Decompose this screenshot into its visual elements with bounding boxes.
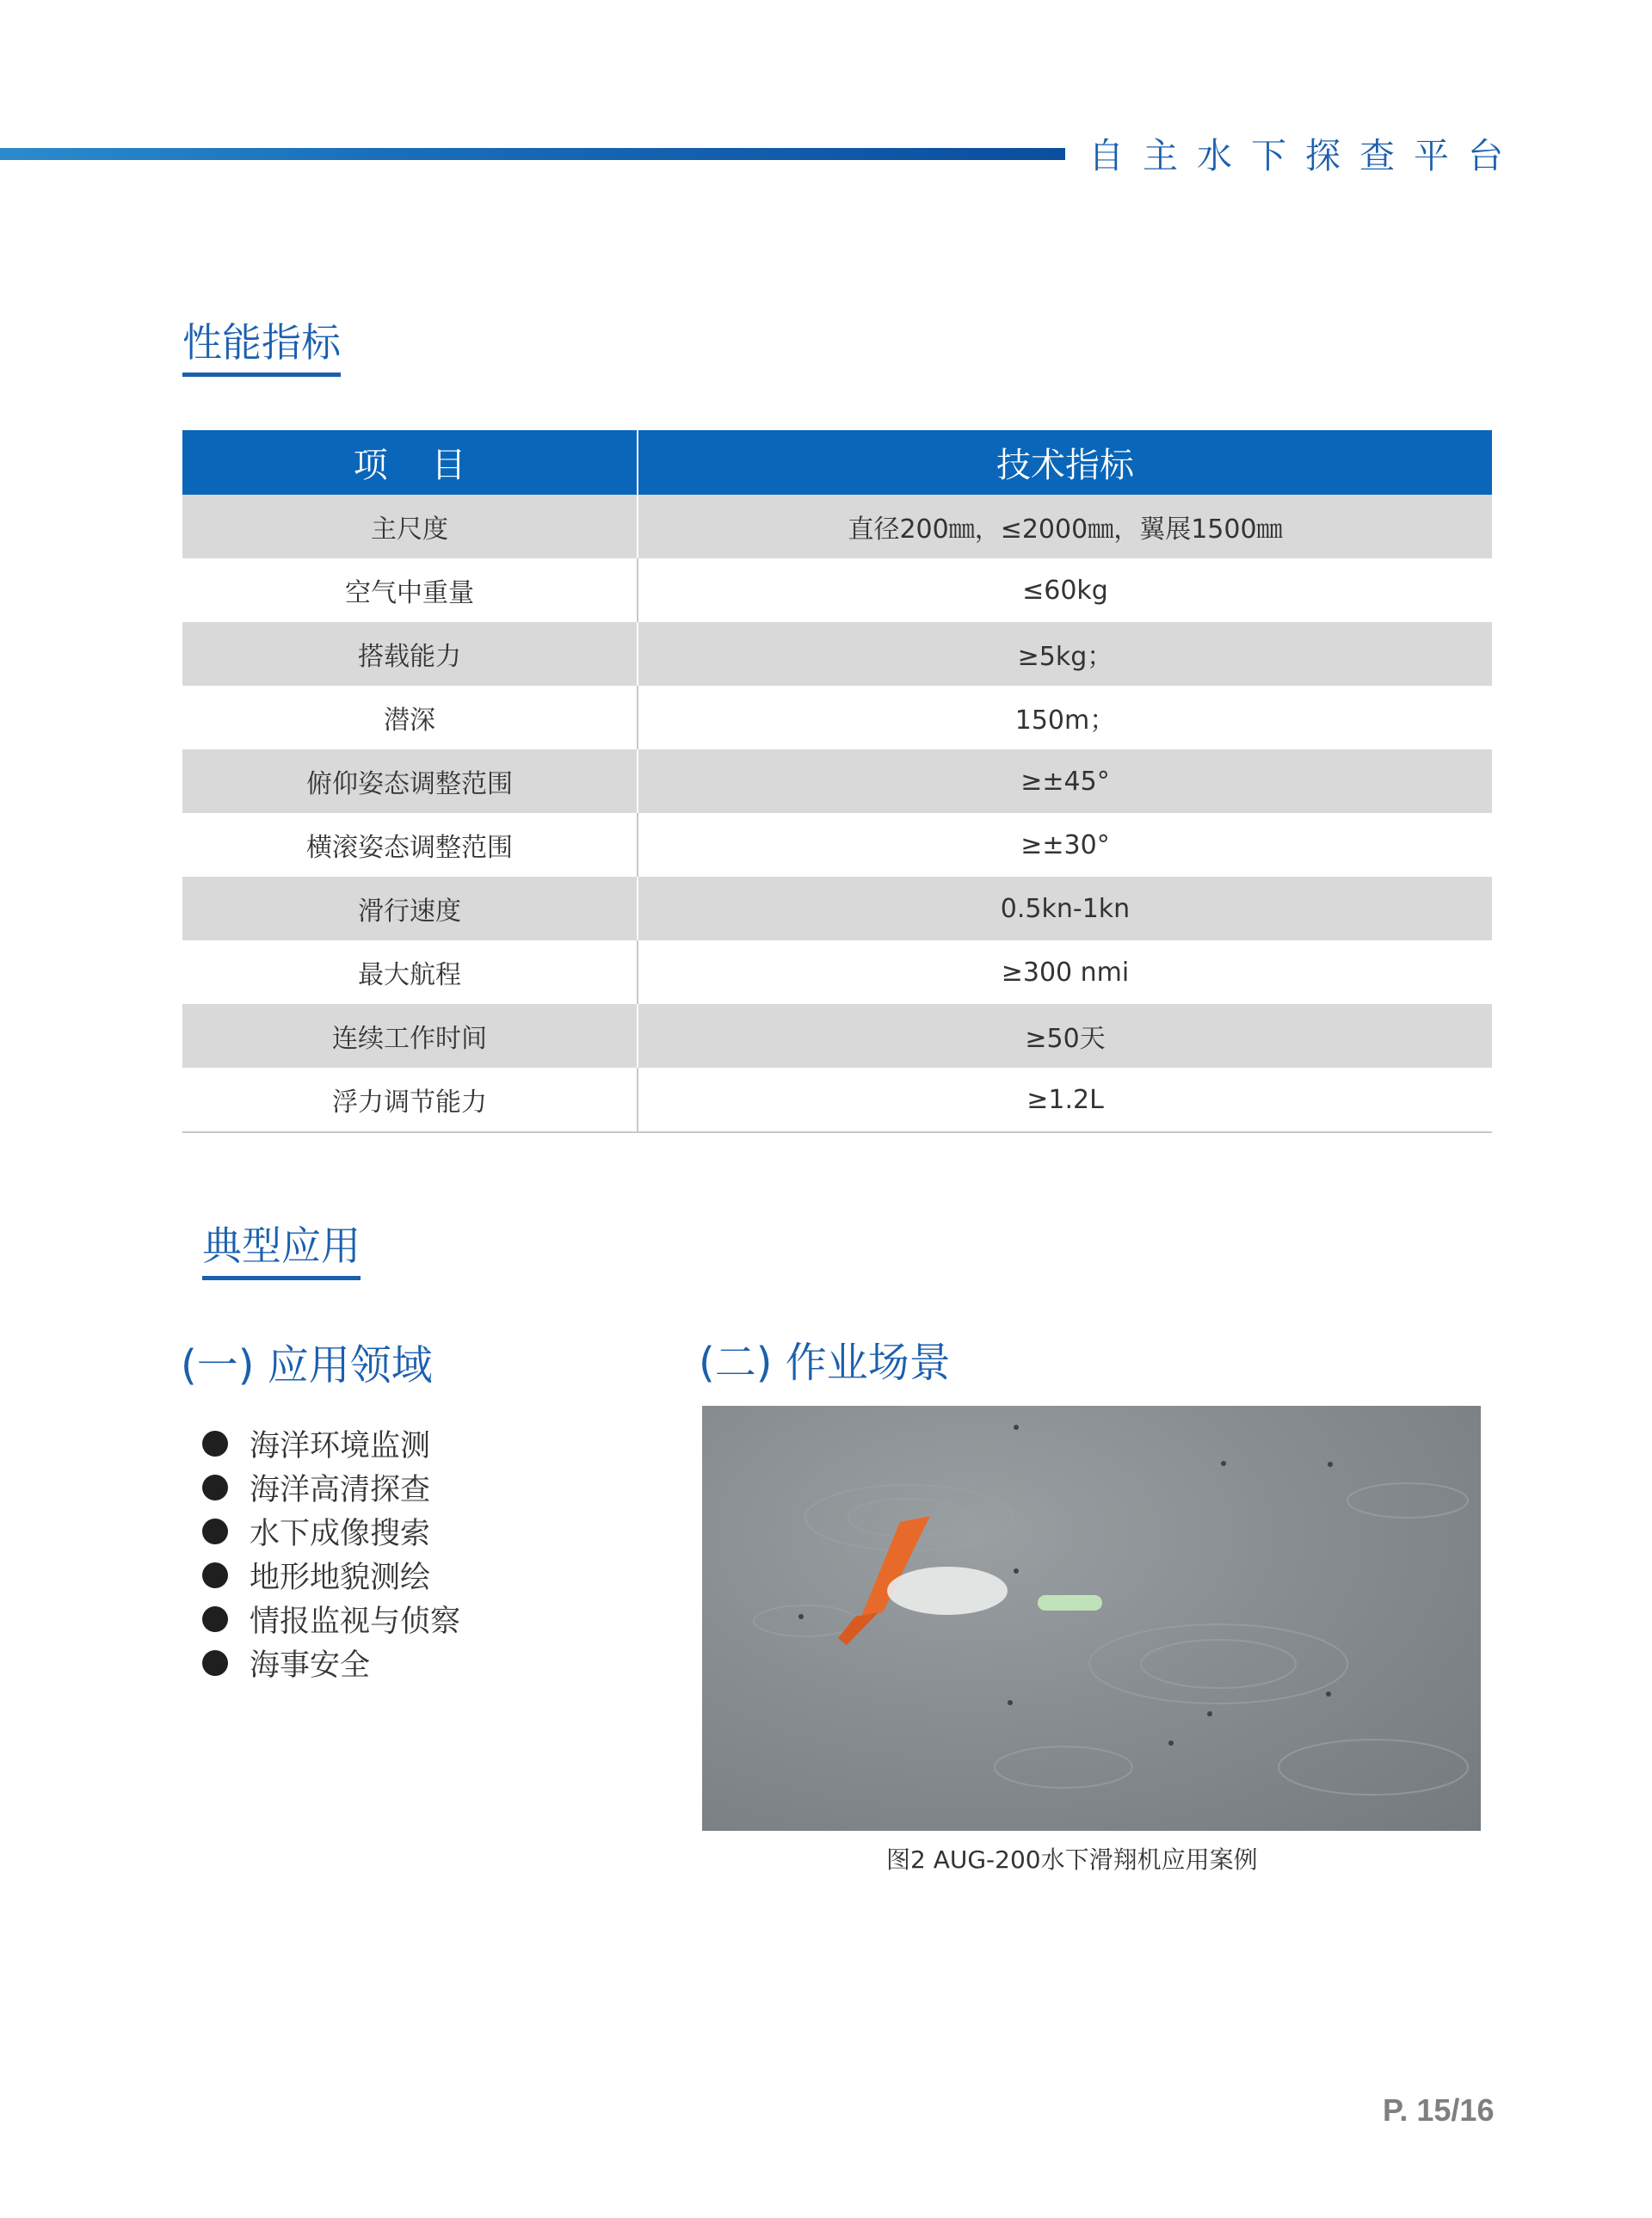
bullet-icon xyxy=(202,1475,228,1500)
row-item: 滑行速度 xyxy=(182,877,638,940)
row-spec: ≥±45° xyxy=(638,749,1492,813)
row-spec: 150m； xyxy=(1014,705,1116,736)
list-item xyxy=(202,1465,460,1509)
list-item-label: 海洋高清探查 xyxy=(250,1472,431,1507)
header-spec: 技术指标 xyxy=(638,430,1492,495)
fields-title: (一) 应用领域 xyxy=(181,1341,433,1389)
glider-scene-illustration xyxy=(702,1406,1481,1831)
bullet-icon xyxy=(202,1650,228,1676)
table-row xyxy=(182,1068,1492,1132)
fields-list xyxy=(202,1421,460,1685)
water-ripples xyxy=(754,1483,1468,1795)
list-item xyxy=(202,1641,460,1685)
row-spec: ≤60kg xyxy=(1022,575,1108,606)
row-item: 浮力调节能力 xyxy=(182,1068,638,1132)
table-row xyxy=(182,940,1492,1004)
page-number: P. 15/16 xyxy=(1383,2092,1495,2128)
photo-caption: 图2 AUG-200水下滑翔机应用案例 xyxy=(886,1845,1258,1874)
list-item xyxy=(202,1597,460,1641)
row-item: 搭载能力 xyxy=(182,622,638,686)
bullet-icon xyxy=(202,1431,228,1457)
row-spec: 0.5kn-1kn xyxy=(638,877,1492,940)
list-item-label: 情报监视与侦察 xyxy=(250,1604,461,1639)
row-spec: ≥50天 xyxy=(638,1004,1492,1068)
header-bar xyxy=(0,148,1065,160)
list-item xyxy=(202,1553,460,1597)
glider-white-body xyxy=(887,1567,1008,1615)
row-item: 最大航程 xyxy=(182,940,638,1004)
list-item xyxy=(202,1509,460,1553)
scene-title: (二) 作业场景 xyxy=(699,1339,951,1387)
table-row xyxy=(182,622,1492,686)
table-row xyxy=(182,686,1492,749)
row-spec: ≥±30° xyxy=(1020,829,1110,860)
row-item: 潜深 xyxy=(182,686,638,749)
glider-orange-tip xyxy=(838,1612,878,1645)
table-row xyxy=(182,495,1492,558)
applications-title: 典型应用 xyxy=(202,1223,361,1280)
row-spec: ≥1.2L xyxy=(638,1068,1492,1132)
table-row xyxy=(182,749,1492,813)
row-spec: ≥5kg； xyxy=(638,622,1492,686)
table-row xyxy=(182,877,1492,940)
row-spec: 直径200㎜，≤2000㎜，翼展1500㎜ xyxy=(638,495,1492,558)
table-row xyxy=(182,558,1492,622)
list-item-label: 水下成像搜索 xyxy=(250,1516,431,1551)
row-item: 空气中重量 xyxy=(182,558,638,622)
glider-photo xyxy=(702,1406,1481,1831)
header-item: 项 目 xyxy=(182,430,638,495)
header-title: 自主水下探查平台 xyxy=(1088,135,1522,176)
performance-title: 性能指标 xyxy=(182,320,341,377)
list-item-label: 海洋环境监测 xyxy=(250,1428,431,1463)
list-item-label: 海事安全 xyxy=(250,1648,371,1683)
table-header-row xyxy=(182,430,1492,495)
row-item: 俯仰姿态调整范围 xyxy=(182,749,638,813)
row-spec: ≥300 nmi xyxy=(1001,957,1130,988)
row-item: 横滚姿态调整范围 xyxy=(182,813,638,877)
list-item-label: 地形地貌测绘 xyxy=(250,1560,431,1595)
spec-table xyxy=(182,430,1492,1133)
list-item xyxy=(202,1421,460,1465)
glider-green-section xyxy=(1038,1595,1102,1611)
table-row xyxy=(182,813,1492,877)
bullet-icon xyxy=(202,1606,228,1632)
table-row xyxy=(182,1004,1492,1068)
row-item: 主尺度 xyxy=(182,495,638,558)
row-item: 连续工作时间 xyxy=(182,1004,638,1068)
bullet-icon xyxy=(202,1519,228,1544)
bullet-icon xyxy=(202,1562,228,1588)
